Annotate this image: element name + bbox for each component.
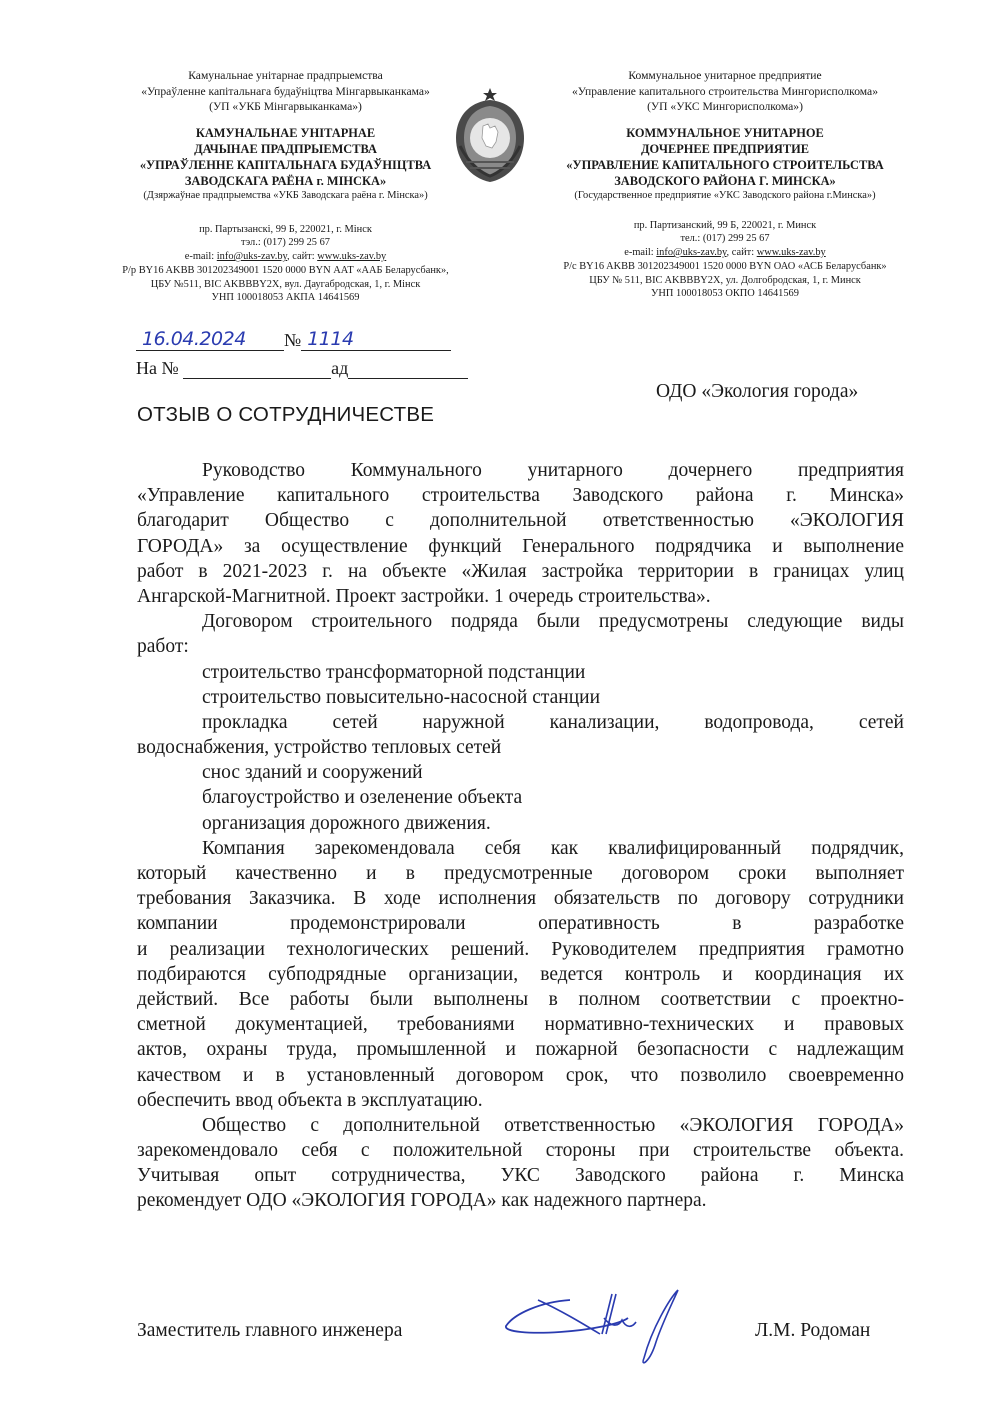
number-label: № bbox=[284, 330, 302, 350]
org-name-bold-line: «УПРАВЛЕНИЕ КАПИТАЛЬНОГО СТРОИТЕЛЬСТВА bbox=[566, 157, 884, 172]
body-line: зарекомендовало себя с положительной стороны при строительстве объекта. bbox=[137, 1140, 904, 1162]
body-line: Ангарской-Магнитной. Проект застройки. 1 очередь строительства». bbox=[137, 585, 711, 607]
body-line: Руководство Коммунального унитарного дочернего предприятия bbox=[202, 460, 904, 481]
letter-body bbox=[137, 458, 904, 1214]
org-bank-details: ЦБУ №511, BIC AKBBBY2X, вул. Даугабродская, 1, г. Мінск bbox=[150, 278, 421, 290]
letterhead-right bbox=[535, 68, 915, 301]
body-line: обеспечить ввод объекта в эксплуатацию. bbox=[137, 1089, 483, 1111]
body-line: Общество с дополнительной ответственностью «ЭКОЛОГИЯ ГОРОДА» bbox=[202, 1114, 904, 1136]
org-contacts bbox=[535, 246, 915, 260]
email-link[interactable]: info@uks-zav.by bbox=[656, 247, 727, 259]
email-label: e-mail: bbox=[184, 251, 217, 263]
org-address: пр. Партизанский, 99 Б, 220021, г. Минск bbox=[633, 219, 817, 231]
work-item: организация дорожного движения. bbox=[202, 812, 491, 834]
body-line: компании продемонстрировали оперативность в разработке bbox=[137, 913, 904, 935]
body-line: актов, охраны труда, промышленной и пожарной безопасности с надлежащим bbox=[137, 1039, 904, 1061]
body-line: и реализации технологических решений. Руководителем предприятия грамотно bbox=[137, 938, 904, 960]
body-line: благодарит Общество с дополнительной ответственностью «ЭКОЛОГИЯ bbox=[137, 510, 904, 532]
from-label: ад bbox=[331, 358, 349, 378]
handwritten-date: 16.04.2024 bbox=[142, 328, 246, 350]
org-name-short-line: «Управление капитального строительства Мингорисполкома» bbox=[572, 84, 878, 98]
org-name-short-line: (УП «УКБ Мінгарвыканкама») bbox=[209, 100, 362, 113]
org-name-bold-line: КАМУНАЛЬНАЕ УНІТАРНАЕ bbox=[195, 125, 376, 140]
signatory-role: Заместитель главного инженера bbox=[137, 1320, 403, 1341]
org-name-bold-line: ЗАВОДСКАГА РАЁНА г. МІНСКА» bbox=[184, 173, 387, 188]
handwritten-signature bbox=[500, 1288, 690, 1368]
org-phone: тэл.: (017) 299 25 67 bbox=[240, 237, 330, 249]
org-name-short-line: Коммунальное унитарное предприятие bbox=[628, 69, 822, 82]
reply-registration bbox=[136, 358, 468, 379]
body-line: который качественно и в предусмотренные договором сроки выполняет bbox=[137, 863, 904, 884]
body-line: качеством и в установленный договором срок, что позволило своевременно bbox=[137, 1064, 904, 1086]
document-title: ОТЗЫВ О СОТРУДНИЧЕСТВЕ bbox=[137, 403, 435, 426]
org-contacts bbox=[108, 250, 463, 264]
work-item: строительство повысительно-насосной станции bbox=[202, 686, 601, 708]
work-item: прокладка сетей наружной канализации, водопровода, сетей bbox=[202, 711, 904, 733]
body-line: работ в 2021-2023 г. на объекте «Жилая застройка территории в границах улиц bbox=[137, 560, 904, 582]
body-line: рекомендует ОДО «ЭКОЛОГИЯ ГОРОДА» как надежного партнера. bbox=[137, 1190, 707, 1212]
site-label: , сайт: bbox=[287, 251, 318, 263]
email-label: e-mail: bbox=[624, 247, 657, 259]
org-state-note: (Государственное предприятие «УКС Заводского района г.Минска») bbox=[574, 189, 876, 201]
org-name-short-line: Камунальнае унітарнае прадпрыемства bbox=[188, 69, 383, 82]
org-state-note: (Дзяржаўнае прадпрыемства «УКБ Заводскага раёна г. Мінска») bbox=[143, 189, 428, 201]
date-field bbox=[136, 330, 284, 351]
outgoing-registration bbox=[136, 330, 451, 351]
org-ids: УНП 100018053 АКПА 14641569 bbox=[211, 292, 360, 304]
org-name-bold-line: «УПРАЎЛЕННЕ КАПІТАЛЬНАГА БУДАЎНІЦТВА bbox=[139, 157, 432, 172]
work-item: строительство трансформаторной подстанции bbox=[202, 661, 586, 683]
org-bank-details: ЦБУ № 511, BIC AKBBBY2X, ул. Долгобродская, 1, г. Минск bbox=[589, 274, 861, 286]
email-link[interactable]: info@uks-zav.by bbox=[216, 251, 288, 263]
body-line: требования Заказчика. В ходе исполнения обязательств по договору сотрудники bbox=[137, 888, 904, 910]
letterhead-left bbox=[108, 68, 463, 305]
number-field bbox=[301, 330, 451, 351]
state-emblem-icon bbox=[450, 86, 530, 186]
org-bank-account: Р/с BY16 AKBB 301202349001 1520 0000 BYN ОАО «АСБ Беларусбанк» bbox=[563, 260, 887, 272]
addressee: ОДО «Экология города» bbox=[656, 381, 859, 402]
work-item: снос зданий и сооружений bbox=[202, 762, 423, 784]
site-label: , сайт: bbox=[726, 247, 757, 259]
work-item: благоустройство и озеленение объекта bbox=[202, 787, 523, 809]
website-link[interactable]: www.uks-zav.by bbox=[317, 251, 387, 263]
handwritten-number: 1114 bbox=[307, 328, 354, 350]
org-name-bold-line: ДАЧЫНАЕ ПРАДПРЫЕМСТВА bbox=[194, 141, 377, 156]
org-name-short-line: (УП «УКС Мингорисполкома») bbox=[647, 100, 803, 113]
body-line: Компания зарекомендовала себя как квалифицированный подрядчик, bbox=[202, 837, 904, 859]
work-item-continuation: водоснабжения, устройство тепловых сетей bbox=[137, 737, 502, 759]
body-line: «Управление капитального строительства Заводского района г. Минска» bbox=[137, 485, 904, 507]
body-line: работ: bbox=[137, 636, 189, 658]
org-name-bold-line: ЗАВОДСКОГО РАЙОНА Г. МИНСКА» bbox=[614, 173, 836, 188]
org-name-bold-line: ДОЧЕРНЕЕ ПРЕДПРИЯТИЕ bbox=[641, 141, 809, 156]
body-line: Учитывая опыт сотрудничества, УКС Заводского района г. Минска bbox=[137, 1165, 904, 1187]
body-line: ГОРОДА» за осуществление функций Генерального подрядчика и выполнение bbox=[137, 535, 904, 557]
org-phone: тел.: (017) 299 25 67 bbox=[680, 233, 770, 245]
org-ids: УНП 100018053 ОКПО 14641569 bbox=[651, 288, 799, 300]
body-line: сметной документацией, требованиями нормативно-технических и правовых bbox=[137, 1014, 904, 1036]
body-line: Договором строительного подряда были предусмотрены следующие виды bbox=[202, 611, 904, 633]
website-link[interactable]: www.uks-zav.by bbox=[756, 247, 826, 259]
org-name-short-line: «Упраўленне капітальнага будаўніцтва Мінгарвыканкама» bbox=[141, 84, 430, 98]
org-address: пр. Партызанскі, 99 Б, 220021, г. Мінск bbox=[199, 223, 372, 235]
reply-label: На № bbox=[136, 358, 179, 378]
reply-date-field bbox=[348, 358, 468, 379]
org-bank-account: Р/р BY16 AKBB 301202349001 1520 0000 BYN ААТ «ААБ Беларусбанк», bbox=[122, 264, 449, 276]
body-line: действий. Все работы были выполнены в полном соответствии с проектно- bbox=[137, 988, 904, 1010]
org-name-bold-line: КОММУНАЛЬНОЕ УНИТАРНОЕ bbox=[626, 125, 824, 140]
signatory-name: Л.М. Родоман bbox=[755, 1320, 871, 1341]
body-line: подбираются субподрядные организации, ведется контроль и координация их bbox=[137, 963, 904, 985]
reply-number-field bbox=[183, 358, 331, 379]
